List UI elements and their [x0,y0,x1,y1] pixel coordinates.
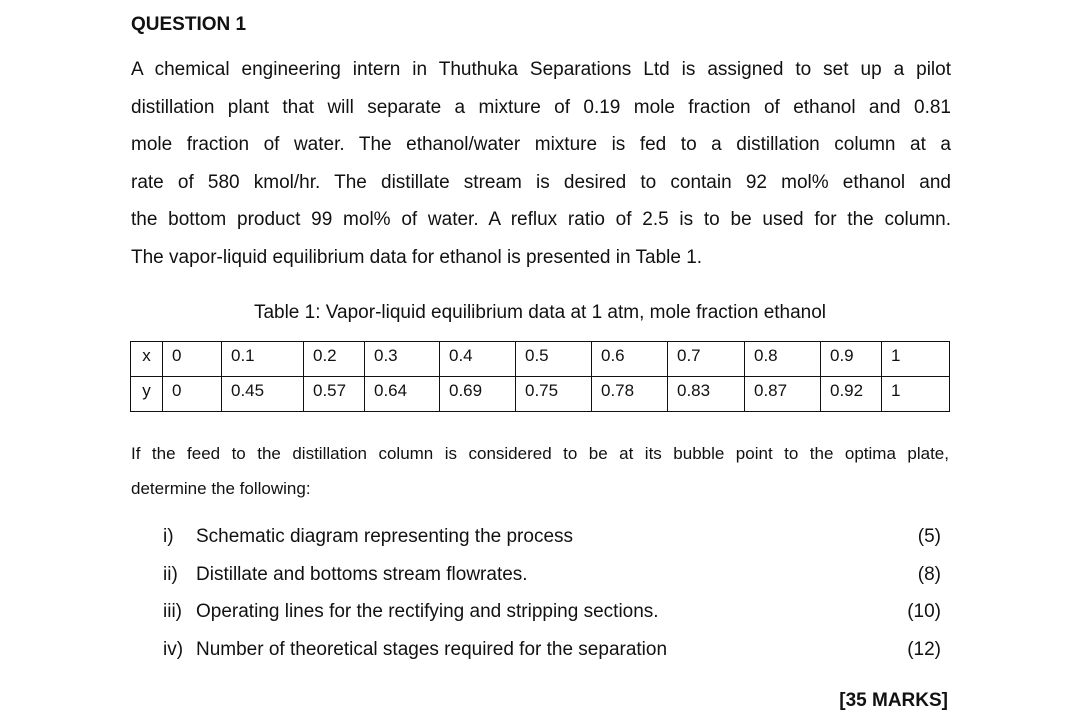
sub-question-marks: (5) [917,526,941,547]
y-value-cell: 0.78 [592,377,668,412]
sub-question-marks: (8) [917,563,941,585]
sub-question-number: iv) [163,638,184,660]
sub-question-list [163,522,943,672]
x-value-cell: 0.5 [516,342,592,377]
sub-question-number: iii) [163,601,182,622]
x-value-cell: 0.2 [304,342,365,377]
y-value-cell: 0.45 [222,377,304,412]
question-intro [131,51,951,277]
note-line: If the feed to the distillation column is considered to be at its bubble point to the optima plate, [131,444,949,463]
sub-question-item [163,635,943,673]
y-value-cell: 0.64 [365,377,440,412]
total-marks: [35 MARKS] [839,690,948,711]
y-value-cell: 0.92 [821,377,882,412]
sub-question-number: i) [163,526,174,547]
x-value-cell: 0.9 [821,342,882,377]
sub-question-text: Schematic diagram representing the process [196,526,574,547]
y-label-cell: y [131,377,163,412]
x-value-cell: 0.4 [440,342,516,377]
sub-question-marks: (12) [907,638,941,660]
intro-line: A chemical engineering intern in Thuthuka Separations Ltd is assigned to set up a pilot [131,59,951,80]
y-value-cell: 0.75 [516,377,592,412]
vle-table [130,341,950,412]
sub-question-text: Number of theoretical stages required for the separation [196,638,668,660]
intro-line: the bottom product 99 mol% of water. A reflux ratio of 2.5 is to be used for the column. [131,209,951,231]
sub-question-number: ii) [163,563,178,585]
table-caption: Table 1: Vapor-liquid equilibrium data at 1 atm, mole fraction ethanol [253,302,827,323]
table-row-y [131,377,950,412]
y-value-cell: 0 [163,377,222,412]
y-value-cell: 0.87 [745,377,821,412]
intro-line: rate of 580 kmol/hr. The distillate stream is desired to contain 92 mol% ethanol and [131,171,951,193]
table-row-x [131,342,950,377]
sub-question-text: Distillate and bottoms stream flowrates. [196,563,528,585]
x-value-cell: 1 [882,342,950,377]
intro-line: mole fraction of water. The ethanol/water mixture is fed to a distillation column at a [131,134,951,156]
x-value-cell: 0.7 [668,342,745,377]
y-value-cell: 0.57 [304,377,365,412]
y-value-cell: 0.83 [668,377,745,412]
y-value-cell: 0.69 [440,377,516,412]
sub-question-marks: (10) [907,601,941,622]
intro-line: distillation plant that will separate a mixture of 0.19 mole fraction of ethanol and 0.81 [131,96,951,118]
sub-question-item [163,560,943,598]
x-value-cell: 0.1 [222,342,304,377]
y-value-cell: 1 [882,377,950,412]
sub-question-item [163,522,943,560]
x-value-cell: 0.3 [365,342,440,377]
sub-question-text: Operating lines for the rectifying and stripping sections. [196,601,659,622]
x-label-cell: x [131,342,163,377]
question-heading: QUESTION 1 [131,14,247,35]
x-value-cell: 0 [163,342,222,377]
x-value-cell: 0.6 [592,342,668,377]
intro-line: The vapor-liquid equilibrium data for ethanol is presented in Table 1. [131,246,703,268]
instruction-note [131,436,949,506]
x-value-cell: 0.8 [745,342,821,377]
note-line: determine the following: [131,479,311,498]
sub-question-item [163,597,943,635]
